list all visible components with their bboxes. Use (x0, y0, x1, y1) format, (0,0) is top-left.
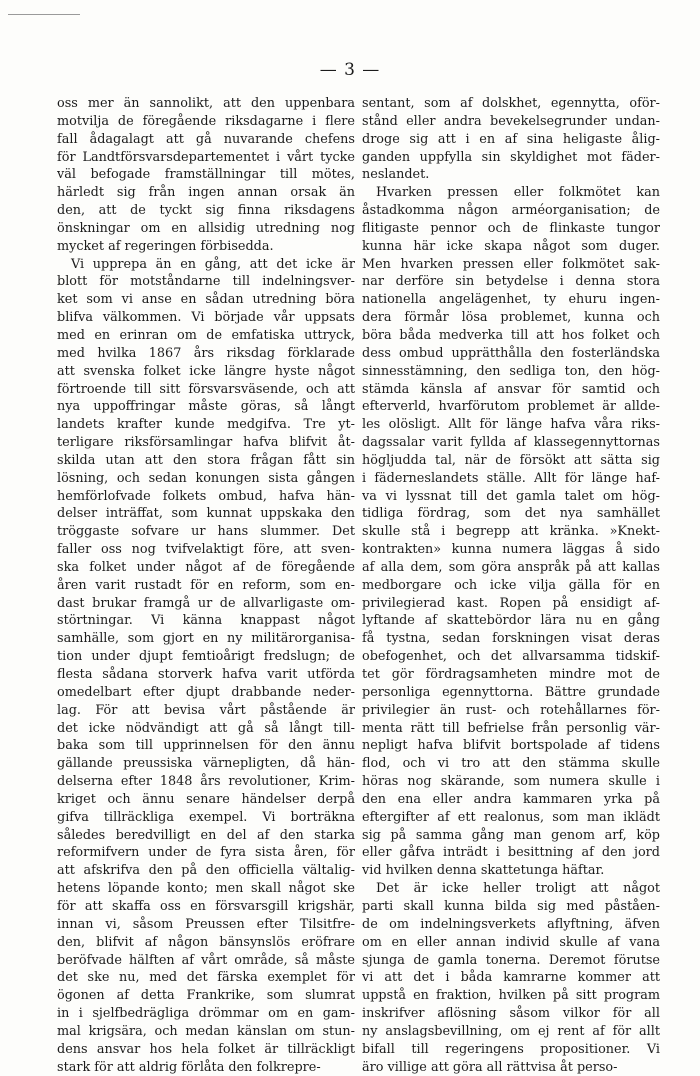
left-column-line: baka som till upprinnelsen för den ännu (57, 738, 355, 754)
right-column-line: obefogenhet, och det allvarsamma tidskif- (362, 649, 660, 665)
left-column-line: dens ansvar hos hela folket är tillräckligt (57, 1041, 355, 1057)
left-column-line: störtningar. Vi känna knappast något (57, 613, 355, 629)
left-column-line: hemförlofvade folkets ombud, hafva hän- (57, 488, 355, 504)
left-column-line: dast brukar framgå ur de allvarligaste om- (57, 595, 355, 611)
left-column-line: delserna efter 1848 års revolutioner, Krim- (57, 774, 355, 790)
right-column-line: sinnesstämning, den sedliga ton, den hög- (362, 363, 660, 379)
left-column-line: ska folket under något af de föregående (57, 559, 355, 575)
left-column-line: faller oss nog tvifvelaktigt före, att sven- (57, 542, 355, 558)
right-column-line: les olösligt. Allt för länge hafva våra riks- (362, 417, 660, 433)
left-column-line: det icke nödvändigt att gå så långt till- (57, 720, 355, 736)
right-column-line: flod, och vi tro att den stämma skulle (362, 756, 660, 772)
right-column-line: dagssalar varit fyllda af klassegennyttornas (362, 435, 660, 451)
left-column-line: samhälle, som gjort en ny militärorganisa- (57, 631, 355, 647)
right-column-line: eller gåfva inträdt i besittning af den jord (362, 845, 660, 861)
right-column-line: böra båda medverka till att hos folket och (362, 327, 660, 343)
left-column-line: att svenska folket icke längre hyste något (57, 363, 355, 379)
right-column-line: af alla dem, som göra anspråk på att kallas (362, 559, 660, 575)
left-column-line: önskningar om en allsidig utredning nog (57, 220, 355, 236)
right-column-line: nar derföre sin betydelse i denna stora (362, 274, 660, 290)
right-column-line: stämda känsla af ansvar för samtid och (362, 381, 660, 397)
right-column-line: droge sig att i en af sina heligaste ålig- (362, 131, 660, 147)
left-column-line: för Landtförsvarsdepartementet i vårt tycke (57, 149, 355, 165)
right-column-line: privilegier än rust- och rotehållarnes för- (362, 702, 660, 718)
right-column-line: Det är icke heller troligt att något (376, 881, 660, 897)
left-column-line: reformifvern under de fyra sista åren, för (57, 845, 355, 861)
right-column-line: höras nog skärande, som numera skulle i (362, 774, 660, 790)
left-column-line: det ske nu, med det färska exemplet för (57, 970, 355, 986)
right-column-line: personliga egennyttorna. Bättre grundade (362, 684, 660, 700)
right-column-line: uppstå en fraktion, hvilken på sitt program (362, 988, 660, 1004)
right-column-line: vid hvilken denna skattetunga häftar. (362, 863, 605, 879)
right-column-line: Men hvarken pressen eller folkmötet sak- (362, 256, 660, 272)
right-column-line: efterverld, hvarförutom problemet är allde- (362, 399, 660, 415)
left-column-line: in i sjelfbedrägliga drömmar om en gam- (57, 1006, 355, 1022)
right-column-line: flitigaste pennor och de flinkaste tungor (362, 220, 660, 236)
left-column-line: väl befogade framställningar till mötes, (57, 167, 355, 183)
left-column-line: kriget och ännu senare händelser derpå (57, 791, 355, 807)
right-column-line: i fäderneslandets ställe. Allt för länge haf- (362, 470, 660, 486)
right-column-line: skulle stå i begrepp att kränka. »Knekt- (362, 524, 660, 540)
top-rule (8, 14, 80, 15)
left-column-line: blott för motståndarne till indelningsver- (57, 274, 355, 290)
right-column-line: få tystna, sedan forskningen visat deras (362, 631, 660, 647)
left-column-line: förtroende till sitt försvarsväsende, och att (57, 381, 355, 397)
left-column-line: gällande preussiska värnepligten, då hän- (57, 756, 355, 772)
right-column-line: kunna här icke skapa något som duger. (362, 238, 660, 254)
right-column-line: menta rätt till befrielse från personlig vär- (362, 720, 660, 736)
right-column-line: den ena eller andra kammaren yrka på (362, 791, 660, 807)
left-column-line: flesta sådana storverk hafva varit utförda (57, 667, 355, 682)
left-column-line: Vi upprepa än en gång, att det icke är (71, 256, 355, 272)
right-column-line: bifall till regeringens propositioner. Vi (362, 1041, 660, 1057)
right-column-line: kontrakten» kunna numera läggas å sido (362, 542, 660, 558)
left-column-line: med hvilka 1867 års riksdag förklarade (57, 345, 355, 361)
left-column-line: landets krafter kunde medgifva. Tre yt- (57, 417, 355, 433)
left-column-line: nya uppoffringar måste göras, så långt (57, 399, 355, 415)
right-column-line: parti skall kunna bilda sig med påståen- (362, 898, 660, 914)
left-column-line: mycket af regeringen förbisedda. (57, 238, 274, 254)
right-column-line: inskrifver aflösning såsom vilkor för all (362, 1006, 660, 1022)
right-column-line: tet gör fördragsamheten mindre mot de (362, 667, 660, 682)
left-column-line: ket som vi anse en sådan utredning böra (57, 292, 355, 308)
left-column-line: lag. För att bevisa vårt påstående är (57, 702, 355, 718)
left-column-line: den, blifvit af någon bänsynslös eröfrare (57, 934, 355, 950)
right-column-line: högljudda tal, när de försökt att sätta sig (362, 452, 660, 468)
left-column (57, 95, 355, 1076)
left-column-line: oss mer än sannolikt, att den uppenbara (57, 96, 355, 111)
left-column-line: stark för att aldrig förlåta den folkrepre- (57, 1059, 321, 1075)
page-number: — 3 — (319, 60, 381, 80)
left-column-line: att afskrifva den på den officiella vältalig- (57, 863, 355, 879)
right-column-line: de om indelningsverkets aflyftning, äfven (362, 916, 660, 932)
left-column-line: tion under djupt femtioårigt fredslugn; de (57, 649, 355, 665)
left-column-line: hetens löpande konto; men skall något ske (57, 881, 355, 897)
right-column-line: dera förmår lösa problemet, kunna och (362, 310, 660, 326)
left-column-line: lösning, och sedan konungen sista gången (57, 470, 355, 486)
right-column-line: lyftande af skattebördor lära nu en gång (362, 613, 660, 629)
left-column-line: gifva tillräckliga exempel. Vi borträkna (57, 809, 355, 825)
right-column-line: tidliga fördrag, som det nya samhället (362, 506, 660, 522)
left-column-line: motvilja de föregående riksdagarne i flere (57, 113, 355, 129)
left-column-line: beröfvade hälften af vårt område, så måste (57, 952, 355, 968)
right-column-line: medborgare och icke vilja gälla för en (362, 577, 660, 593)
right-column-line: vi att det i båda kamrarne kommer att (362, 970, 660, 986)
right-column-line: ganden uppfylla sin skyldighet mot fäder- (362, 149, 660, 165)
right-column-line: privilegierad kast. Ropen på ensidigt af- (362, 595, 660, 611)
right-column-line: nepligt hafva blifvit bortspolade af tidens (362, 738, 660, 754)
left-column-line: fall ådagalagt att gå nuvarande chefens (57, 131, 355, 147)
left-column-line: den, att de tyckt sig finna riksdagens (57, 203, 355, 219)
left-column-line: terligare riksförsamlingar hafva blifvit åt- (57, 435, 355, 451)
right-column-line: sig på samma gång man genom arf, köp (362, 827, 660, 843)
left-column-line: åren varit rustadt för en reform, som en- (57, 577, 355, 593)
right-column-line: ny anslagsbevillning, om ej rent af för allt (362, 1023, 660, 1039)
left-column-line: tröggaste sofvare ur hans slummer. Det (57, 524, 355, 540)
right-column-line: Hvarken pressen eller folkmötet kan (376, 185, 660, 201)
left-column-line: skilda utan att den stora frågan fått sin (57, 452, 355, 468)
left-column-line: ögonen af detta Frankrike, som slumrat (57, 988, 355, 1004)
left-column-line: omedelbart efter djupt drabbande neder- (57, 684, 355, 700)
right-column-line: sjunga de gamla tonerna. Deremot förutse (362, 952, 660, 968)
right-column-line: stånd eller andra bevekelsegrunder undan- (362, 113, 660, 129)
left-column-line: blifva välkommen. Vi började vår uppsats (57, 310, 355, 326)
right-column (362, 95, 660, 1076)
left-column-line: med en erinran om de emfatiska uttryck, (57, 327, 355, 343)
left-column-line: således beredvilligt en del af den starka (57, 827, 355, 843)
left-column-line: härledt sig från ingen annan orsak än (57, 185, 355, 201)
right-column-line: äro villige att göra all rättvisa åt perso- (362, 1059, 618, 1075)
left-column-line: innan vi, såsom Preussen efter Tilsitfre- (57, 916, 355, 932)
left-column-line: mal krigsära, och medan känslan om stun- (57, 1023, 355, 1039)
left-column-line: delser inträffat, som kunnat uppskaka den (57, 506, 355, 522)
left-column-line: för att skaffa oss en försvarsgill krigshär, (57, 898, 355, 914)
right-column-line: eftergifter af ett realonus, som man iklädt (362, 809, 660, 825)
right-column-line: sentant, som af dolskhet, egennytta, oför- (362, 96, 660, 111)
right-column-line: va vi lyssnat till det gamla talet om hög- (362, 488, 660, 504)
right-column-line: åstadkomma någon arméorganisation; de (362, 203, 660, 219)
right-column-line: dess ombud upprätthålla den fosterländska (362, 345, 660, 361)
right-column-line: neslandet. (362, 167, 430, 183)
right-column-line: om en eller annan individ skulle af vana (362, 934, 660, 950)
right-column-line: nationella angelägenhet, ty ehuru ingen- (362, 292, 660, 308)
